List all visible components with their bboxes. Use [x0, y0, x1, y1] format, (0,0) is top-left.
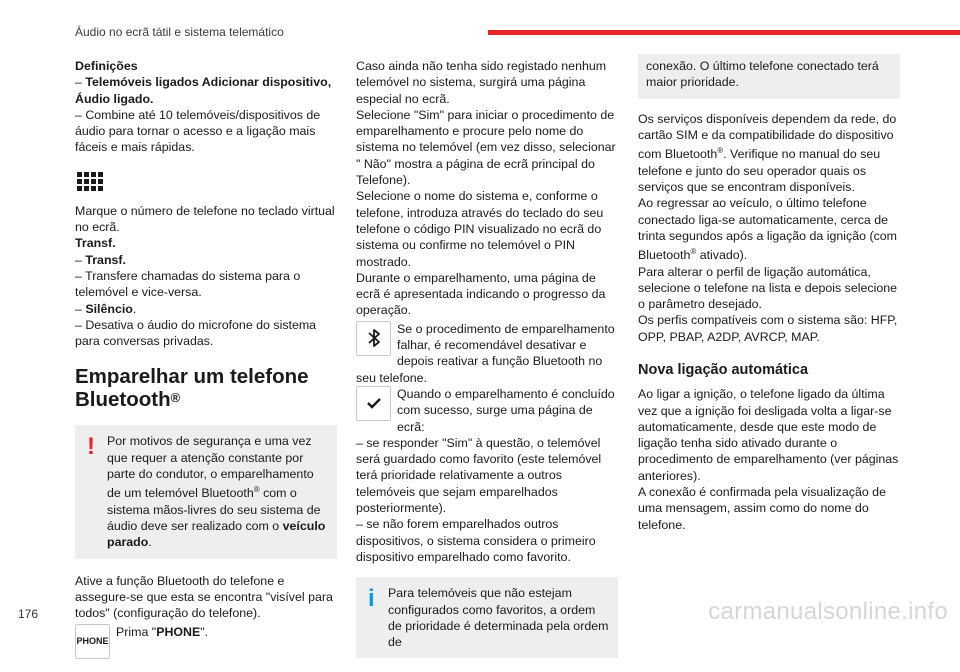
- silence-desc: – Desativa o áudio do microfone do sistema para conversas privadas.: [75, 317, 317, 349]
- keypad-text: Marque o número de telefone no teclado virtual no ecrã.: [75, 203, 335, 235]
- transf-desc: – Transfere chamadas do sistema para o telemóvel e vice-versa.: [75, 268, 301, 300]
- col3-para-3: Para alterar o perfil de ligação automática, selecione o telefone na lista e depois selecione o parâmetro desejado.: [638, 264, 898, 312]
- dash-item-1: – se responder "Sim" à questão, o telemóvel será guardado como favorito (este telemóvel terá prioridade relativamente a outros telemóveis que sejam emparelhados posteriormente).: [356, 435, 602, 516]
- col2-para-3: Selecione o nome do sistema e, conforme o telefone, introduza através do teclado do seu telefone o código PIN visualizado no ecrã do sistema ou confirme no telemóvel o PIN mostrado.: [356, 189, 604, 269]
- col2-para-4: Durante o emparelhamento, uma página de ecrã é apresentada indicando o progresso da operação.: [356, 270, 606, 318]
- section-title: Emparelhar um telefone Bluetooth®: [75, 365, 309, 412]
- transf-item-bold: Transf.: [85, 252, 126, 267]
- dash-item-2: – se não forem emparelhados outros dispositivos, o sistema considera o primeiro dispositivo emparelhado como favorito.: [356, 517, 596, 564]
- success-tip-text: Quando o emparelhamento é concluído com sucesso, surge uma página de ecrã:: [397, 386, 615, 434]
- column-2: [356, 58, 618, 672]
- silence-item: – Silêncio.: [75, 301, 137, 316]
- header-accent-bar: [488, 30, 960, 35]
- col3-para-5: Ao ligar a ignição, o telefone ligado da última vez que a ignição foi desligada volta a ligar-se automaticamente, desde que este modo de ligação tenha sido ativado durante o procedimento de emparelhamento (ver páginas anteriores).: [638, 387, 899, 483]
- bluetooth-tip: [356, 321, 618, 386]
- warning-note: [75, 425, 337, 558]
- transf-item: – Transf.: [75, 252, 126, 267]
- col3-para-4: Os perfis compatíveis com o sistema são: HFP, OPP, PBAP, A2DP, AVRCP, MAP.: [638, 313, 898, 344]
- press-phone-row: [75, 624, 337, 646]
- col2-para-2: Selecione "Sim" para iniciar o procedimento de emparelhamento e procure pelo nome do sistema no telemóvel (em vez disso, selecionar " Não" mostra a página de ecrã principal do Telefone).: [356, 107, 616, 188]
- info-continued-text: conexão. O último telefone conectado terá maior prioridade.: [646, 59, 879, 90]
- definitions-item-1: – Telemóveis ligados Adicionar dispositivo, Áudio ligado.: [75, 75, 332, 106]
- watermark: carmanualsonline.info: [708, 598, 948, 625]
- definitions-label: Definições: [75, 59, 138, 73]
- info-note-continued: [638, 54, 900, 99]
- bluetooth-tip-text: Se o procedimento de emparelhamento falhar, é recomendável desativar e depois reativar a função Bluetooth no seu telefone.: [356, 321, 615, 385]
- warning-text: Por motivos de segurança e uma vez que requer a atenção constante por parte do condutor, o emparelhamento de um telemóvel Bluetooth® com o sistema mãos-livres do seu sistema de áudio deve ser realizado com o veículo parado.: [107, 434, 326, 550]
- running-header: Áudio no ecrã tátil e sistema telemático: [75, 25, 284, 39]
- phone-button-icon: PHONE: [75, 624, 110, 659]
- column-3: [638, 58, 900, 533]
- success-tip: [356, 386, 618, 435]
- info-icon: i: [368, 585, 375, 613]
- keypad-icon: [77, 172, 105, 191]
- bluetooth-icon: [356, 321, 391, 356]
- checkmark-icon: [356, 386, 391, 421]
- press-phone-text: Prima "PHONE".: [116, 624, 209, 639]
- col3-para-2: Ao regressar ao veículo, o último telefone conectado liga-se automaticamente, cerca de trinta segundos após a ligação da ignição (com Bluetooth® ativado).: [638, 196, 897, 263]
- subsection-title: Nova ligação automática: [638, 362, 809, 378]
- page-number: 176: [18, 607, 39, 621]
- col2-para-1: Caso ainda não tenha sido registado nenhum telemóvel no sistema, surgirá uma página especial no ecrã.: [356, 59, 607, 106]
- activate-text: Ative a função Bluetooth do telefone e assegure-se que esta se encontra "visível para todos" (configuração do telefone).: [75, 573, 333, 621]
- info-text: Para telemóveis que não estejam configurados como favoritos, a ordem de prioridade é determinada pela ordem de: [388, 586, 609, 650]
- column-1: [75, 58, 337, 659]
- silence-item-bold: Silêncio: [85, 301, 133, 316]
- definitions-item-2: – Combine até 10 telemóveis/dispositivos de áudio para tornar o acesso e a ligação mais fáceis e mais rápidas.: [75, 107, 321, 155]
- info-note: [356, 577, 618, 658]
- definitions-item-1-bold: Telemóveis ligados Adicionar dispositivo, Áudio ligado.: [75, 75, 332, 106]
- transf-label: Transf.: [75, 236, 116, 251]
- col3-para-6: A conexão é confirmada pela visualização de uma mensagem, assim como do nome do telefone.: [638, 485, 886, 532]
- col3-para-1: Os serviços disponíveis dependem da rede, do cartão SIM e da compatibilidade do dispositivo com Bluetooth®. Verifique no manual do seu telefone e junto do seu operador quais os serviços que se encontram disponíveis.: [638, 111, 897, 194]
- warning-icon: !: [87, 433, 95, 461]
